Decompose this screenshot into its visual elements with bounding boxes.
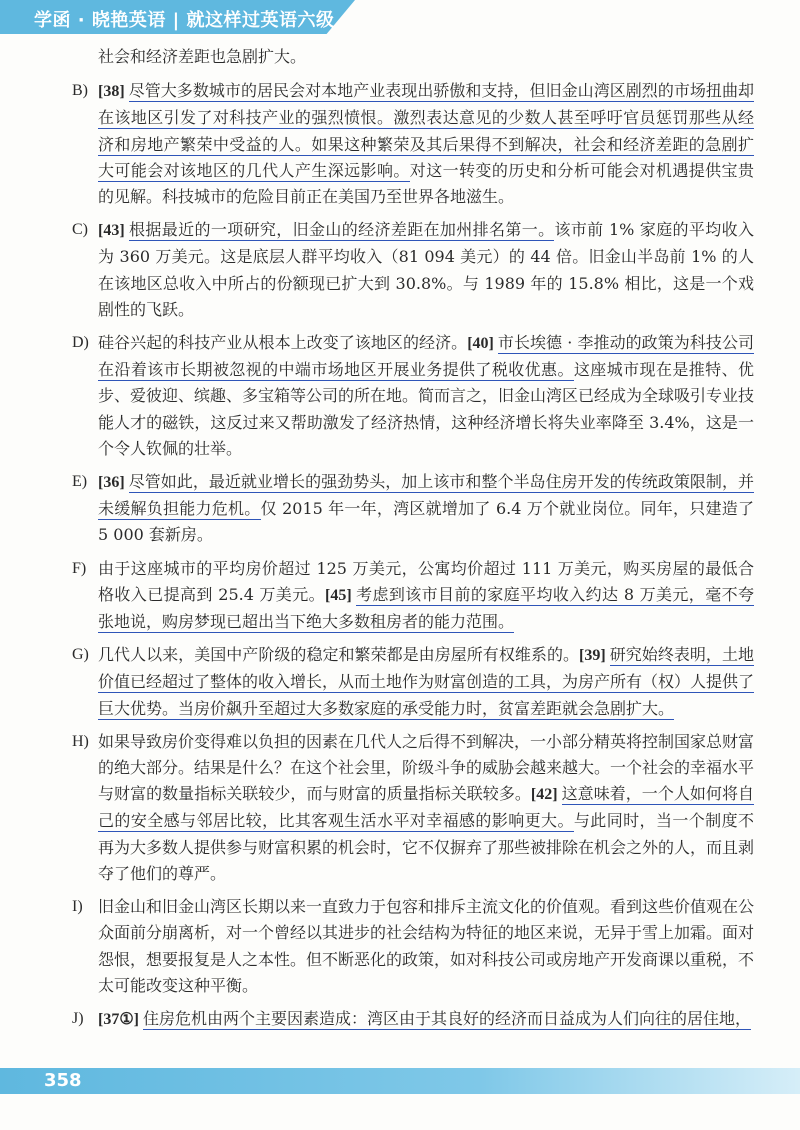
underlined-answer-text: 尽管大多数城市的居民会对本地产业表现出骄傲和支持，但旧金山湾区剧烈的市场扭曲却在该地区引发了对科技产业的强烈愤恨。 [98, 81, 754, 128]
paragraph-letter: B) [72, 82, 88, 100]
paragraph-d [72, 330, 754, 462]
question-tag: [43] [98, 222, 130, 240]
body-text: 这座城市现在是推特、优步、爱彼迎、缤趣、多宝箱等公司的所在地。简而言之，旧金山湾区已经成为全球吸引专业技能人才的磁铁，这反过来又帮助激发了经济热情，这种经济增长将失业率降至 3.4%，这是一个令人钦佩的壮举。 [98, 360, 755, 458]
question-tag: [36] [98, 474, 129, 492]
page-content [72, 44, 754, 1040]
question-tag: [40] [467, 335, 498, 353]
underlined-answer-text: 尽管如此，最近就业增长的强劲势头，加上该市和整个半岛住房开发的传统政策限制，并未缓解负担能力危机。 [98, 472, 754, 519]
body-text: 社会和经济差距也急剧扩大。 [98, 47, 307, 66]
paragraph-letter: I) [72, 898, 83, 916]
body-text: 几代人以来，美国中产阶级的稳定和繁荣都是由房屋所有权维系的。 [98, 645, 580, 665]
paragraph-f [72, 556, 754, 636]
paragraph-continued [72, 44, 754, 70]
footer-bar [0, 1068, 800, 1094]
question-tag: [42] [530, 786, 562, 804]
question-tag: [38] [98, 83, 129, 101]
underlined-answer-text: 研究始终表明，土地价值已经超过了整体的收入增长，从而土地作为财富创造的工具，为房产所有（权）人提供了巨大优势。当房价飙升至超过大多数家庭的承受能力时，贫富差距就会急剧扩大。 [98, 645, 755, 718]
paragraph-letter: D) [72, 334, 89, 352]
question-tag: [39] [579, 647, 610, 665]
body-text: 硅谷兴起的科技产业从根本上改变了该地区的经济。 [98, 333, 468, 353]
body-text: 该市前 1% 家庭的平均收入为 360 万美元。这是底层人群平均收入（81 094 美元）的 44 倍。旧金山半岛前 1% 的人在该地区总收入中所占的份额现已扩大到 30.8%。与 1989 年的 15.8% 相比，这是一个戏剧性的飞跃。 [98, 220, 754, 319]
underlined-answer-text: 根据最近的一项研究，旧金山的经济差距在加州排名第一。 [129, 220, 555, 240]
paragraph-b [72, 78, 754, 210]
paragraph-g [72, 642, 754, 722]
paragraph-letter: G) [72, 646, 89, 664]
paragraph-letter: J) [72, 1009, 84, 1027]
underlined-answer-text: 住房危机由两个主要因素造成：湾区由于其良好的经济而日益成为人们向往的居住地， [143, 1008, 752, 1028]
underlined-answer-text: 考虑到该市目前的家庭平均收入约达 8 万美元，毫不夸张地说，购房梦现已超出当下绝大多数租房者的能力范围。 [98, 584, 754, 632]
underlined-answer-text: 这意味着，一个人如何将自己的安全感与邻居比较，比其客观生活水平对幸福感的影响更大。 [98, 784, 754, 831]
underlined-answer-text: 社会和经济差距的急剧扩大可能会对该地区的几代人产生深远影响。 [98, 134, 754, 180]
paragraph-letter: C) [72, 221, 88, 239]
underlined-answer-text: 激烈表达意见的少数人甚至呼吁官员惩罚那些从经济和房地产繁荣中受益的人。如果这种繁荣及其后果得不到解决， [98, 108, 754, 154]
paragraph-letter: H) [72, 732, 89, 750]
paragraph-c [72, 217, 754, 323]
header-title: 学函 · 晓艳英语 | 就这样过英语六级 [34, 10, 335, 31]
body-text: 旧金山和旧金山湾区长期以来一直致力于包容和排斥主流文化的价值观。看到这些价值观在公众面前分崩离析，对一个曾经以其进步的社会结构为特征的地区来说，无异于雪上加霜。面对怨恨，想要报复是人之本性。但不断恶化的政策，如对科技公司或房地产开发商课以重税，不太可能改变这种平衡。 [98, 897, 755, 995]
underlined-answer-text: 市长埃德 · 李推动的政策为科技公司在沿着该市长期被忽视的中端市场地区开展业务提供了税收优惠。 [98, 333, 754, 380]
body-text: 如果导致房价变得难以负担的因素在几代人之后得不到解决，一小部分精英将控制国家总财富的绝大部分。结果是什么？在这个社会里，阶级斗争的威胁会越来越大。一个社会的幸福水平与财富的数量指标关联较少，而与财富的质量指标关联较多。 [98, 731, 755, 804]
paragraph-h [72, 729, 754, 887]
paragraph-e [72, 469, 754, 549]
paragraph-i [72, 894, 754, 999]
body-text: 仅 2015 年一年，湾区就增加了 6.4 万个就业岗位。同年，只建造了 5 000 套新房。 [98, 499, 754, 545]
body-text: 由于这座城市的平均房价超过 125 万美元，公寓均价超过 111 万美元，购买房屋的最低合格收入已提高到 25.4 万美元。 [98, 558, 754, 604]
body-text: 与此同时，当一个制度不再为大多数人提供参与财富积累的机会时，它不仅摒弃了那些被排除在机会之外的人，而且剥夺了他们的尊严。 [98, 811, 755, 883]
paragraph-letter: E) [72, 473, 88, 491]
question-tag: [37①] [98, 1010, 143, 1028]
paragraph-letter: F) [72, 559, 87, 577]
question-tag: [45] [325, 586, 357, 604]
body-text: 对这一转变的历史和分析可能会对机遇提供宝贵的见解。科技城市的危险目前正在美国乃至世界各地滋生。 [98, 160, 754, 207]
page-number: 358 [44, 1070, 82, 1091]
paragraph-j [72, 1006, 754, 1033]
